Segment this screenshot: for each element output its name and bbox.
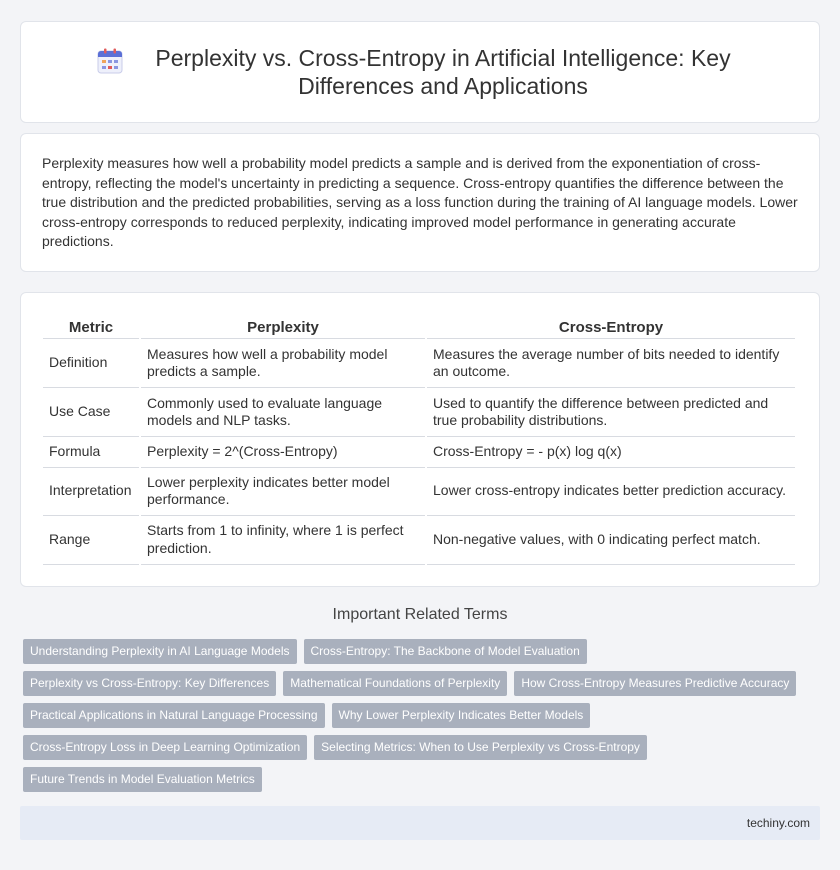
footer — [20, 806, 820, 840]
related-tag[interactable]: Perplexity vs Cross-Entropy: Key Differences — [23, 671, 276, 696]
cell-metric: Interpretation — [43, 468, 139, 516]
header-perplexity: Perplexity — [141, 313, 425, 339]
related-tag[interactable]: How Cross-Entropy Measures Predictive Accuracy — [514, 671, 796, 696]
cell-perplexity: Measures how well a probability model predicts a sample. — [141, 339, 425, 388]
cell-perplexity: Commonly used to evaluate language models and NLP tasks. — [141, 388, 425, 437]
cell-cross-entropy: Measures the average number of bits needed to identify an outcome. — [427, 339, 795, 388]
tag-row — [23, 735, 823, 760]
cell-perplexity: Perplexity = 2^(Cross-Entropy) — [141, 437, 425, 468]
table-header-row — [43, 313, 795, 339]
cell-cross-entropy: Used to quantify the difference between predicted and true probability distributions. — [427, 388, 795, 437]
cell-metric: Range — [43, 516, 139, 565]
calendar-icon — [97, 48, 123, 74]
header — [97, 44, 743, 100]
cell-cross-entropy: Lower cross-entropy indicates better prediction accuracy. — [427, 468, 795, 516]
table-row — [43, 388, 795, 437]
related-tag[interactable]: Mathematical Foundations of Perplexity — [283, 671, 507, 696]
page-title: Perplexity vs. Cross-Entropy in Artificial Intelligence: Key Differences and Applications — [155, 45, 731, 99]
table-row — [43, 339, 795, 388]
comparison-table — [41, 313, 797, 565]
tag-row — [23, 767, 823, 792]
related-tag[interactable]: Cross-Entropy: The Backbone of Model Evaluation — [304, 639, 587, 664]
cell-metric: Use Case — [43, 388, 139, 437]
cell-metric: Formula — [43, 437, 139, 468]
tag-row — [23, 671, 823, 696]
intro-card — [20, 133, 820, 272]
related-tag[interactable]: Practical Applications in Natural Language Processing — [23, 703, 325, 728]
related-tag[interactable]: Cross-Entropy Loss in Deep Learning Optimization — [23, 735, 307, 760]
table-row — [43, 437, 795, 468]
comparison-table-card — [20, 292, 820, 587]
related-tag[interactable]: Understanding Perplexity in AI Language Models — [23, 639, 297, 664]
intro-paragraph: Perplexity measures how well a probability model predicts a sample and is derived from the exponentiation of cross-entropy, reflecting the model's uncertainty in predicting a sequence. Cross-entropy quantifies the difference between the true distribution and the predicted probabilities, serving as a loss function during the training of AI language models. Lower cross-entropy corresponds to reduced perplexity, indicating improved model performance in generating accurate predictions. — [42, 155, 798, 249]
tag-row — [23, 703, 823, 728]
related-terms-title: Important Related Terms — [332, 606, 508, 623]
related-tag[interactable]: Selecting Metrics: When to Use Perplexity vs Cross-Entropy — [314, 735, 647, 760]
tag-row — [23, 639, 823, 664]
footer-site-link[interactable]: techiny.com — [746, 816, 810, 830]
related-tag[interactable]: Future Trends in Model Evaluation Metrics — [23, 767, 262, 792]
table-row — [43, 468, 795, 516]
cell-perplexity: Lower perplexity indicates better model performance. — [141, 468, 425, 516]
cell-perplexity: Starts from 1 to infinity, where 1 is perfect prediction. — [141, 516, 425, 565]
cell-metric: Definition — [43, 339, 139, 388]
table-row — [43, 516, 795, 565]
header-card — [20, 21, 820, 123]
cell-cross-entropy: Cross-Entropy = - p(x) log q(x) — [427, 437, 795, 468]
related-tag[interactable]: Why Lower Perplexity Indicates Better Models — [332, 703, 591, 728]
cell-cross-entropy: Non-negative values, with 0 indicating perfect match. — [427, 516, 795, 565]
header-metric: Metric — [43, 313, 139, 339]
related-terms-tags — [23, 639, 823, 799]
header-cross-entropy: Cross-Entropy — [427, 313, 795, 339]
